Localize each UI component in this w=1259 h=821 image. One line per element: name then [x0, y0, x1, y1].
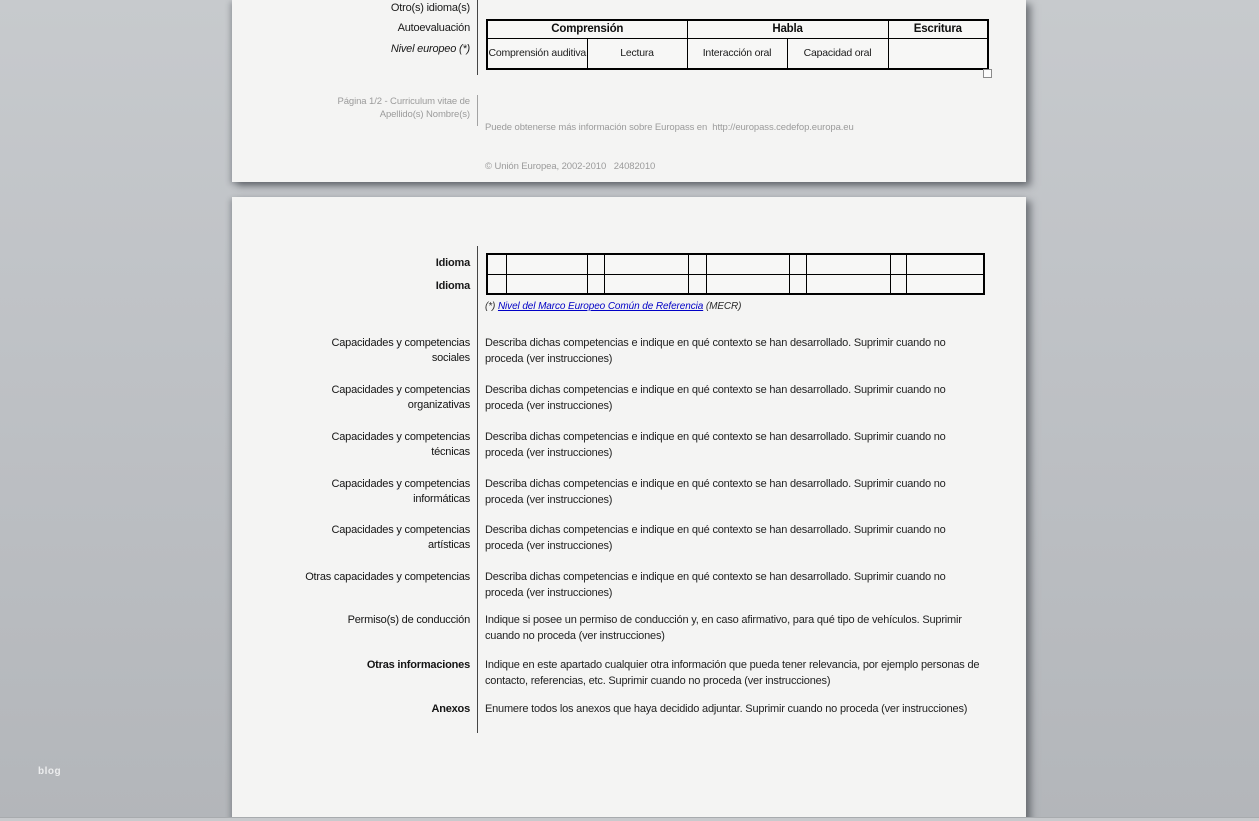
footer-europass-info	[485, 95, 1015, 199]
mecr-footnote	[485, 301, 741, 312]
descriptor-cell	[604, 274, 688, 294]
descriptor-cell	[506, 274, 587, 294]
mecr-prefix: (*)	[485, 301, 498, 312]
section-description: Describa dichas competencias e indique en qué contexto se han desarrollado. Suprimir cuando no proceda (ver instrucciones)	[485, 384, 946, 412]
section-label-line2: técnicas	[431, 446, 470, 458]
section-label-line1: Capacidades y competencias	[331, 524, 470, 536]
descriptor-cell	[706, 274, 789, 294]
section-description: Indique si posee un permiso de conducción y, en caso afirmativo, para qué tipo de vehículos. Suprimir cuando no proceda (ver instrucciones)	[485, 614, 962, 642]
level-cell	[789, 274, 806, 294]
header-escritura: Escritura	[888, 20, 988, 38]
table-header-row	[487, 20, 988, 38]
viewport-bottom-edge	[0, 817, 1259, 821]
footer-page-info	[232, 95, 470, 121]
label-idioma-2: Idioma	[435, 280, 470, 292]
section-divider-line	[477, 0, 478, 75]
section-description: Indique en este apartado cualquier otra información que pueda tener relevancia, por ejemplo personas de contacto, referencias, etc. Suprimir cuando no proceda (ver instrucciones)	[485, 659, 980, 687]
blog-watermark: blog	[38, 766, 62, 777]
level-cell	[587, 274, 604, 294]
table-resize-handle[interactable]	[983, 69, 992, 78]
subheader-capacidad-oral: Capacidad oral	[787, 38, 888, 69]
subheader-interaccion-oral: Interacción oral	[687, 38, 787, 69]
section-label-line1: Capacidades y competencias	[331, 337, 470, 349]
cv-page-2	[232, 197, 1026, 821]
level-cell	[890, 274, 906, 294]
descriptor-cell	[806, 254, 890, 274]
section-label-line1: Otras informaciones	[366, 659, 470, 671]
label-nivel-europeo: Nivel europeo (*)	[390, 43, 470, 55]
level-cell	[487, 254, 506, 274]
section-label-line1: Permiso(s) de conducción	[347, 614, 470, 626]
level-cell	[688, 274, 706, 294]
language-row-1	[487, 254, 984, 274]
section-description: Describa dichas competencias e indique en qué contexto se han desarrollado. Suprimir cuando no proceda (ver instrucciones)	[485, 337, 946, 365]
section-label-line1: Anexos	[431, 703, 470, 715]
subheader-escritura-empty	[888, 38, 988, 69]
language-level-table	[486, 253, 985, 295]
descriptor-cell	[806, 274, 890, 294]
label-autoevaluacion: Autoevaluación	[397, 22, 470, 34]
section-description: Describa dichas competencias e indique en qué contexto se han desarrollado. Suprimir cuando no proceda (ver instrucciones)	[485, 478, 946, 506]
level-cell	[487, 274, 506, 294]
section-description: Describa dichas competencias e indique en qué contexto se han desarrollado. Suprimir cuando no proceda (ver instrucciones)	[485, 431, 946, 459]
label-otros-idiomas: Otro(s) idioma(s)	[390, 2, 470, 14]
descriptor-cell	[706, 254, 789, 274]
section-description: Enumere todos los anexos que haya decidido adjuntar. Suprimir cuando no proceda (ver instrucciones)	[485, 703, 968, 715]
level-cell	[587, 254, 604, 274]
footer-europass-line2: © Unión Europea, 2002-2010 24082010	[485, 161, 656, 172]
level-cell	[789, 254, 806, 274]
self-assessment-table	[486, 19, 989, 70]
header-comprension: Comprensión	[487, 20, 687, 38]
section-label-line1: Capacidades y competencias	[331, 384, 470, 396]
mecr-link[interactable]: Nivel del Marco Europeo Común de Referencia	[497, 301, 704, 312]
level-cell	[890, 254, 906, 274]
header-habla: Habla	[687, 20, 888, 38]
cv-page-1	[232, 0, 1026, 182]
section-label-line2: informáticas	[413, 493, 470, 505]
descriptor-cell	[506, 254, 587, 274]
section-label-line2: sociales	[431, 352, 470, 364]
mecr-suffix: (MECR)	[703, 301, 742, 312]
descriptor-cell	[906, 274, 984, 294]
section-label-line1: Capacidades y competencias	[331, 431, 470, 443]
section-label-line1: Capacidades y competencias	[331, 478, 470, 490]
label-idioma-1: Idioma	[435, 257, 470, 269]
section-label-line2: artísticas	[427, 539, 470, 551]
section-label-line2: organizativas	[407, 399, 470, 411]
section-divider-line	[477, 246, 478, 733]
descriptor-cell	[604, 254, 688, 274]
subheader-comprension-auditiva: Comprensión auditiva	[487, 38, 587, 69]
footer-europass-line1: Puede obtenerse más información sobre Europass en http://europass.cedefop.europa.eu	[485, 122, 854, 133]
footer-page-line1: Página 1/2 - Curriculum vitae de	[337, 96, 470, 107]
footer-divider-line	[477, 95, 478, 126]
section-description: Describa dichas competencias e indique en qué contexto se han desarrollado. Suprimir cuando no proceda (ver instrucciones)	[485, 524, 946, 552]
section-label-line1: Otras capacidades y competencias	[305, 571, 470, 583]
language-row-2	[487, 274, 984, 294]
footer-page-line2: Apellido(s) Nombre(s)	[379, 109, 470, 120]
section-description: Describa dichas competencias e indique en qué contexto se han desarrollado. Suprimir cuando no proceda (ver instrucciones)	[485, 571, 946, 599]
subheader-lectura: Lectura	[587, 38, 687, 69]
table-subheader-row	[487, 38, 988, 69]
level-cell	[688, 254, 706, 274]
descriptor-cell	[906, 254, 984, 274]
